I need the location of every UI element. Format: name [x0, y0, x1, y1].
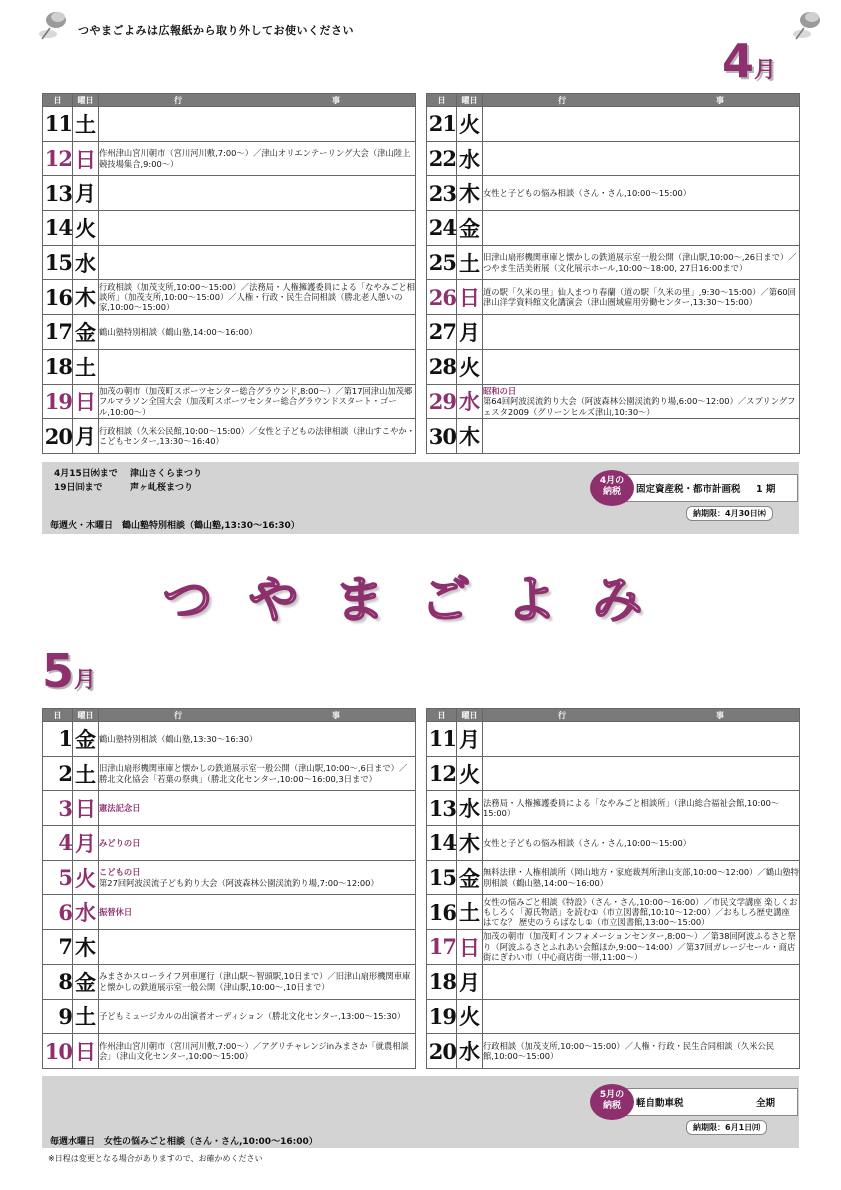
weekday: 月 [457, 315, 483, 350]
weekday: 月 [457, 722, 483, 757]
header-note: つやまごよみは広報紙から取り外してお使いください [78, 24, 354, 37]
tax-badge-may [590, 1084, 634, 1120]
weekday: 木 [73, 930, 99, 965]
day-number: 25 [427, 245, 457, 280]
day-number: 19 [43, 384, 73, 419]
event-text: 無料法律・人権相談所（岡山地方・家庭裁判所津山支部,10:00〜12:00）／鶴山塾特別相談（鶴山塾,14:00〜16:00） [483, 867, 799, 888]
column-header-day: 日 [427, 709, 457, 722]
day-number: 22 [427, 141, 457, 176]
weekday: 水 [73, 245, 99, 280]
tax-badge-line2: 納税 [602, 487, 621, 497]
event-cell [99, 419, 416, 454]
table-row [43, 860, 416, 895]
table-row [427, 280, 800, 315]
holiday-name: こどもの日 [99, 867, 141, 878]
table-row [427, 756, 800, 791]
holiday-name: 憲法記念日 [99, 803, 141, 814]
event-cell [483, 826, 800, 861]
day-number: 29 [427, 384, 457, 419]
table-row [427, 930, 800, 965]
column-header-day: 日 [427, 94, 457, 107]
header-row [427, 94, 800, 107]
event-cell [483, 895, 800, 930]
weekday: 金 [457, 211, 483, 246]
day-number: 12 [43, 141, 73, 176]
event-cell [99, 895, 416, 930]
event-cell [483, 315, 800, 350]
header-ji: 事 [332, 95, 340, 105]
holiday-name: みどりの日 [99, 837, 141, 848]
tax-deadline: 納期限：4月30日㈭ [686, 506, 773, 521]
tax-badge-line1: 4月の [599, 476, 625, 486]
day-number: 15 [427, 860, 457, 895]
weekday: 金 [73, 315, 99, 350]
day-number: 7 [43, 930, 73, 965]
weekday: 土 [73, 349, 99, 384]
event-cell [483, 791, 800, 826]
event-cell [483, 756, 800, 791]
event-cell [99, 1034, 416, 1069]
table-row [43, 999, 416, 1034]
festival-date-2: 19日㈰まで [54, 483, 103, 493]
header-row [43, 709, 416, 722]
table-row [43, 176, 416, 211]
table-row [43, 756, 416, 791]
day-number: 12 [427, 756, 457, 791]
event-text: 加茂の朝市（加茂町インフォメーションセンター,8:00〜）／第38回阿波ふるさと祭り（阿波ふるさとふれあい会館ほか,9:00〜14:00）／第37回ガレージセール・商店街にぎわい市（中心商店街一帯,11:00〜） [483, 931, 796, 963]
header-ji: 事 [716, 95, 724, 105]
weekday: 金 [73, 964, 99, 999]
table-row [43, 107, 416, 142]
pushpin-icon [36, 8, 70, 42]
day-number: 10 [43, 1034, 73, 1069]
table-row [43, 930, 416, 965]
may-calendar-right [426, 708, 800, 1069]
event-text: 第64回阿波渓流釣り大会（阿波森林公園渓流釣り場,6:00〜12:00）／スプリングフェスタ2009（グリーンヒルズ津山,10:30〜） [483, 396, 796, 417]
event-cell [483, 211, 800, 246]
weekday: 土 [457, 245, 483, 280]
day-number: 6 [43, 895, 73, 930]
tax-badge-line1: 5月の [599, 1090, 625, 1100]
month-label-april [722, 34, 776, 88]
day-number: 30 [427, 419, 457, 454]
weekday: 火 [73, 211, 99, 246]
table-row [427, 211, 800, 246]
festival-name-1: 津山さくらまつり [130, 469, 203, 479]
table-row [43, 964, 416, 999]
table-row [43, 826, 416, 861]
day-number: 5 [43, 860, 73, 895]
day-number: 2 [43, 756, 73, 791]
event-cell [99, 349, 416, 384]
weekday: 水 [457, 384, 483, 419]
event-cell [483, 245, 800, 280]
table-row [427, 419, 800, 454]
event-cell [483, 384, 800, 419]
day-number: 26 [427, 280, 457, 315]
event-cell [99, 860, 416, 895]
tax-term: 全期 [756, 1098, 776, 1109]
tax-term: 1 期 [756, 484, 776, 495]
day-number: 13 [43, 176, 73, 211]
event-text: 作州津山宮川朝市（宮川河川敷,7:00〜）／アグリチャレンジinみまさか「就農相談会」（津山文化センター,10:00〜15:00） [99, 1040, 409, 1062]
column-header-event [99, 94, 416, 107]
event-cell [483, 349, 800, 384]
event-cell [99, 791, 416, 826]
day-number: 20 [43, 419, 73, 454]
event-cell [483, 280, 800, 315]
day-number: 11 [43, 107, 73, 142]
weekday: 火 [73, 860, 99, 895]
table-row [427, 860, 800, 895]
april-calendar-left [42, 93, 416, 454]
event-cell [483, 141, 800, 176]
weekday: 月 [73, 176, 99, 211]
table-row [43, 211, 416, 246]
table-row [43, 722, 416, 757]
event-cell [99, 315, 416, 350]
month-number: 4 [722, 34, 755, 88]
day-number: 21 [427, 107, 457, 142]
table-row [427, 791, 800, 826]
day-number: 15 [43, 245, 73, 280]
event-cell [483, 999, 800, 1034]
header-gyo: 行 [558, 95, 566, 105]
event-cell [483, 107, 800, 142]
event-text: 行政相談（加茂支所,10:00〜15:00）／法務局・人権擁護委員による「なやみごと相談所」（加茂支所,10:00〜15:00）／人権・行政・民生合同相談（勝北老人憩いの家,10:00〜15:00） [99, 281, 415, 313]
month-label-may [42, 644, 96, 698]
footnote: ※日程は変更となる場合がありますので、お確かめください [48, 1154, 263, 1163]
table-row [43, 419, 416, 454]
event-text: 作州津山宮川朝市（宮川河川敷,7:00〜）／津山オリエンテーリング大会（津山陸上競技場集合,9:00〜） [99, 148, 411, 169]
day-number: 13 [427, 791, 457, 826]
weekday: 土 [457, 895, 483, 930]
weekly-consultation: 毎週水曜日 女性の悩みごと相談（さん・さん,10:00〜16:00） [50, 1137, 318, 1147]
weekday: 水 [457, 791, 483, 826]
day-number: 14 [43, 211, 73, 246]
event-cell [99, 826, 416, 861]
column-header-event [483, 709, 800, 722]
event-cell [483, 860, 800, 895]
table-row [427, 826, 800, 861]
event-text: 旧津山扇形機関車庫と懐かしの鉄道展示室一般公開（津山駅,10:00〜,6日まで）／勝北文化協会「若葉の祭典」（勝北文化センター,10:00〜16:00,3日まで） [99, 763, 408, 784]
table-row [427, 384, 800, 419]
day-number: 8 [43, 964, 73, 999]
weekday: 月 [73, 826, 99, 861]
weekday: 日 [73, 384, 99, 419]
event-cell [483, 722, 800, 757]
table-row [43, 384, 416, 419]
tax-badge-line2: 納税 [602, 1101, 621, 1111]
event-text: 法務局・人権擁護委員による「なやみごと相談所」（津山総合福祉会館,10:00〜15:00） [483, 797, 780, 819]
event-cell [99, 141, 416, 176]
table-row [427, 141, 800, 176]
tax-name: 固定資産税・都市計画税 [636, 484, 741, 495]
festival-date-1: 4月15日㈬まで [54, 469, 118, 479]
table-row [43, 1034, 416, 1069]
day-number: 18 [43, 349, 73, 384]
event-text: 第27回阿波渓流子ども釣り大会（阿波森林公園渓流釣り場,7:00〜12:00） [99, 877, 379, 888]
weekday: 火 [457, 756, 483, 791]
event-text: 子どもミュージカルの出演者オーディション（勝北文化センター,13:00〜15:30） [99, 1011, 406, 1022]
table-row [43, 895, 416, 930]
table-row [427, 349, 800, 384]
event-cell [99, 211, 416, 246]
header-gyo: 行 [174, 95, 182, 105]
day-number: 3 [43, 791, 73, 826]
event-text: 道の駅「久米の里」仙人まつり春蘭（道の駅「久米の里」,9:30〜15:00）／第60回津山洋学資料館文化講演会（津山圏域雇用労働センター,13:30〜15:00） [483, 286, 796, 308]
day-number: 16 [43, 280, 73, 315]
weekday: 金 [457, 860, 483, 895]
festival-name-2: 声ヶ乢桜まつり [130, 483, 194, 493]
weekday: 火 [457, 107, 483, 142]
event-cell [483, 930, 800, 965]
table-row [43, 141, 416, 176]
weekday: 木 [457, 419, 483, 454]
table-row [427, 964, 800, 999]
event-text: 行政相談（久米公民館,10:00〜15:00）／女性と子どもの法律相談（津山すこやか・こどもセンター,13:30〜16:40） [99, 425, 415, 447]
page-title: つやまごよみ [162, 570, 679, 629]
table-row [427, 107, 800, 142]
event-text: 女性の悩みごと相談《特設》（さん・さん,10:00〜16:00）／市民文学講座 楽しくおもしろく「源氏物語」を読む①（市立図書館,10:10〜12:00）／おもしろ歴史講座 はてな？ 歴史のうらばなし①（市立図書館,13:00〜15:00） [483, 896, 798, 928]
tax-deadline: 納期限：6月1日㈪ [686, 1120, 767, 1135]
event-cell [99, 176, 416, 211]
day-number: 17 [43, 315, 73, 350]
header-gyo: 行 [558, 710, 566, 720]
weekday: 月 [73, 419, 99, 454]
may-calendar-left [42, 708, 416, 1069]
weekday: 火 [457, 999, 483, 1034]
weekday: 水 [457, 141, 483, 176]
column-header-day: 日 [43, 709, 73, 722]
weekday: 木 [73, 280, 99, 315]
weekday: 水 [73, 895, 99, 930]
weekday: 日 [73, 1034, 99, 1069]
table-row [43, 245, 416, 280]
event-text: 加茂の朝市（加茂町スポーツセンター総合グラウンド,8:00〜）／第17回津山加茂郷フルマラソン全国大会（加茂町スポーツセンター総合グラウンドスタート・ゴール,10:00〜） [99, 385, 413, 417]
month-number: 5 [42, 644, 75, 698]
table-row [427, 315, 800, 350]
day-number: 4 [43, 826, 73, 861]
weekday: 木 [457, 176, 483, 211]
day-number: 28 [427, 349, 457, 384]
header-ji: 事 [332, 710, 340, 720]
event-cell [483, 964, 800, 999]
weekday: 水 [457, 1034, 483, 1069]
event-text: 鶴山塾特別相談（鶴山塾,13:30〜16:30） [99, 733, 258, 744]
table-row [427, 722, 800, 757]
day-number: 24 [427, 211, 457, 246]
event-cell [99, 384, 416, 419]
weekday: 日 [457, 930, 483, 965]
day-number: 1 [43, 722, 73, 757]
table-row [427, 895, 800, 930]
table-row [43, 315, 416, 350]
holiday-name: 振替休日 [99, 907, 133, 918]
event-text: 旧津山扇形機関車庫と懐かしの鉄道展示室一般公開（津山駅,10:00〜,26日まで）／つやま生活美術展（文化展示ホール,10:00〜18:00, 27日16:00まで） [483, 252, 797, 273]
column-header-weekday: 曜日 [457, 709, 483, 722]
table-row [427, 245, 800, 280]
event-cell [99, 756, 416, 791]
weekday: 日 [457, 280, 483, 315]
event-cell [483, 1034, 800, 1069]
day-number: 20 [427, 1034, 457, 1069]
event-cell [99, 245, 416, 280]
day-number: 11 [427, 722, 457, 757]
day-number: 9 [43, 999, 73, 1034]
april-calendar-right [426, 93, 800, 454]
tax-badge-april [590, 470, 634, 506]
day-number: 18 [427, 964, 457, 999]
month-suffix: 月 [754, 58, 777, 83]
event-text: 行政相談（加茂支所,10:00〜15:00）／人権・行政・民生合同相談（久米公民館,10:00〜15:00） [483, 1040, 775, 1062]
table-row [43, 280, 416, 315]
day-number: 14 [427, 826, 457, 861]
table-row [427, 176, 800, 211]
event-text: 女性と子どもの悩み相談（さん・さん,10:00〜15:00） [483, 837, 692, 848]
pushpin-icon [790, 8, 824, 42]
header-row [43, 94, 416, 107]
column-header-day: 日 [43, 94, 73, 107]
event-text: 女性と子どもの悩み相談（さん・さん,10:00〜15:00） [483, 188, 692, 199]
header-row [427, 709, 800, 722]
month-suffix: 月 [74, 668, 97, 693]
column-header-weekday: 曜日 [73, 709, 99, 722]
weekday: 火 [457, 349, 483, 384]
header-gyo: 行 [174, 710, 182, 720]
event-cell [99, 722, 416, 757]
day-number: 16 [427, 895, 457, 930]
weekly-consultation: 毎週火・木曜日 鶴山塾特別相談（鶴山塾,13:30〜16:30） [50, 521, 300, 531]
table-row [43, 791, 416, 826]
event-cell [99, 964, 416, 999]
weekday: 土 [73, 999, 99, 1034]
event-cell [99, 999, 416, 1034]
holiday-name: 昭和の日 [483, 385, 517, 396]
column-header-weekday: 曜日 [457, 94, 483, 107]
header-ji: 事 [716, 710, 724, 720]
event-text: みまさかスローライフ列車運行（津山駅〜智頭駅,10日まで）／旧津山扇形機関車庫と懐かしの鉄道展示室一般公開（津山駅,10:00〜,10日まで） [99, 971, 411, 992]
weekday: 月 [457, 964, 483, 999]
day-number: 19 [427, 999, 457, 1034]
table-row [427, 999, 800, 1034]
weekday: 金 [73, 722, 99, 757]
weekday: 日 [73, 791, 99, 826]
event-cell [99, 930, 416, 965]
day-number: 23 [427, 176, 457, 211]
event-cell [483, 419, 800, 454]
column-header-event [99, 709, 416, 722]
event-cell [99, 280, 416, 315]
day-number: 17 [427, 930, 457, 965]
column-header-weekday: 曜日 [73, 94, 99, 107]
weekday: 日 [73, 141, 99, 176]
weekday: 土 [73, 756, 99, 791]
event-text: 鶴山塾特別相談（鶴山塾,14:00〜16:00） [99, 326, 258, 337]
column-header-event [483, 94, 800, 107]
tax-name: 軽自動車税 [636, 1098, 684, 1109]
event-cell [99, 107, 416, 142]
table-row [43, 349, 416, 384]
weekday: 木 [457, 826, 483, 861]
day-number: 27 [427, 315, 457, 350]
weekday: 土 [73, 107, 99, 142]
event-cell [483, 176, 800, 211]
table-row [427, 1034, 800, 1069]
